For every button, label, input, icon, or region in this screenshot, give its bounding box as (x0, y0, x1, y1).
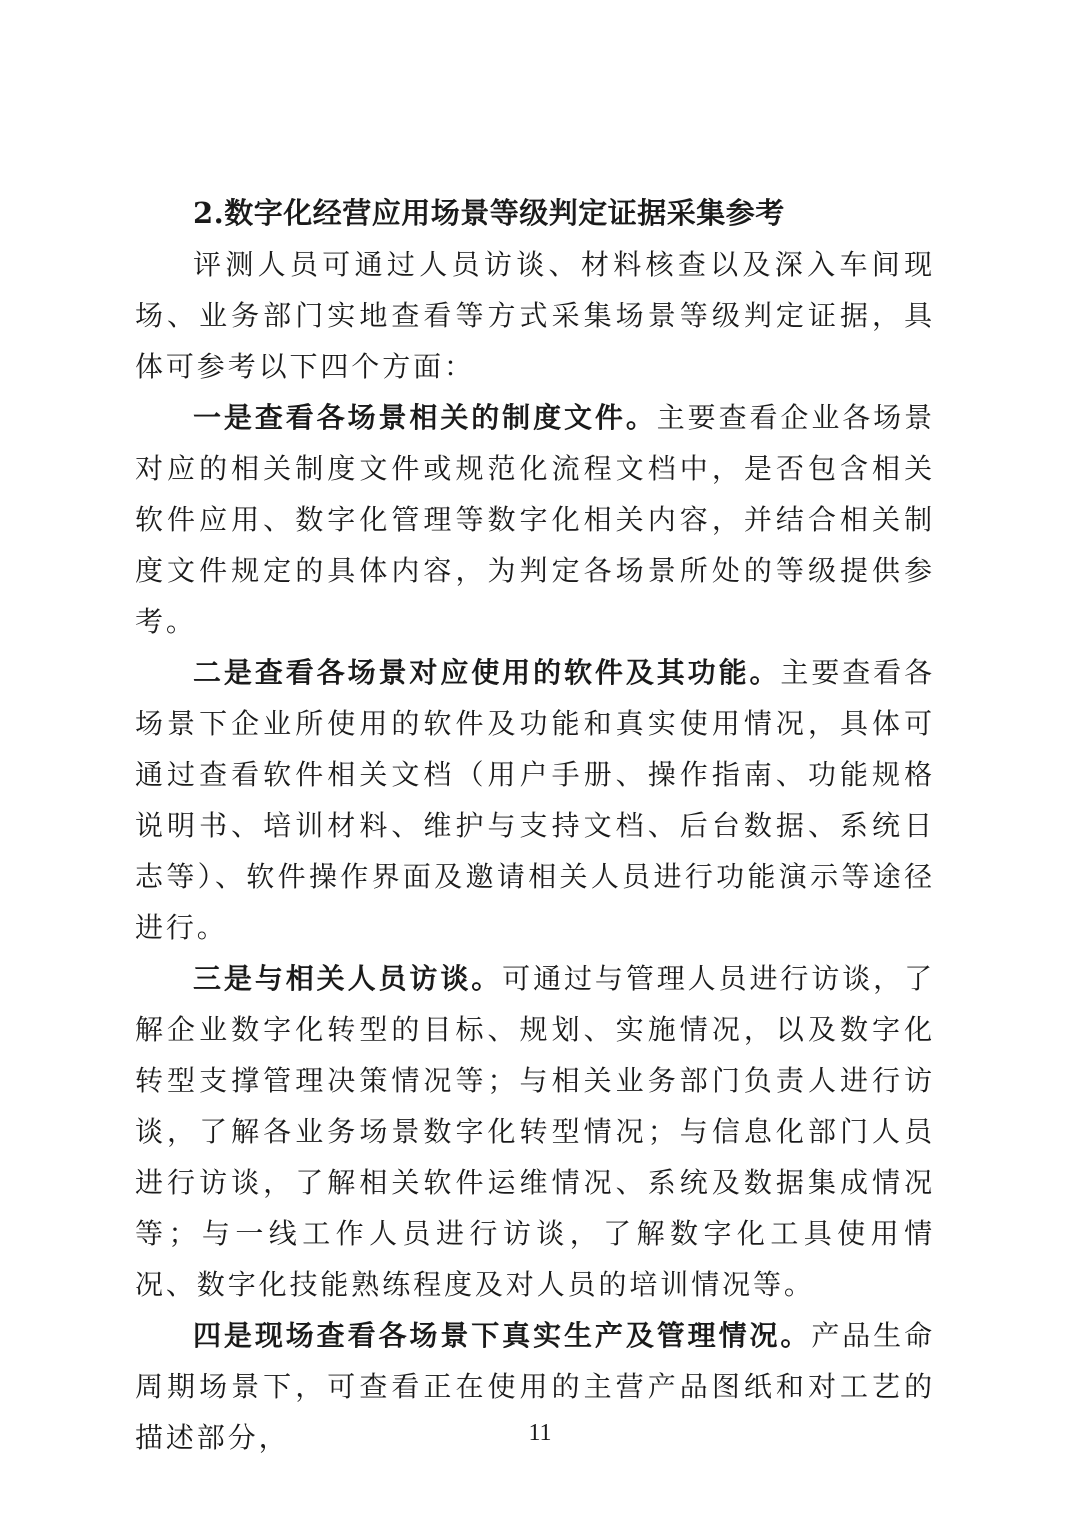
point-paragraph-1 (135, 392, 935, 647)
point-paragraph-3 (135, 953, 935, 1310)
point-body-1: 主要查看企业各场景对应的相关制度文件或规范化流程文档中，是否包含相关软件应用、数字化管理等数字化相关内容，并结合相关制度文件规定的具体内容，为判定各场景所处的等级提供参考。 (135, 401, 935, 638)
intro-paragraph: 评测人员可通过人员访谈、材料核查以及深入车间现场、业务部门实地查看等方式采集场景等级判定证据，具体可参考以下四个方面： (135, 248, 935, 383)
document-body (135, 188, 935, 1463)
point-body-4: 产品生命周期场景下，可查看正在使用的主营产品图纸和对工艺的描述部分， (135, 1319, 935, 1454)
point-lead-4: 四是现场查看各场景下真实生产及管理情况。 (193, 1319, 812, 1352)
point-body-2: 主要查看各场景下企业所使用的软件及功能和真实使用情况，具体可通过查看软件相关文档（用户手册、操作指南、功能规格说明书、培训材料、维护与支持文档、后台数据、系统日志等）、软件操作界面及邀请相关人员进行功能演示等途径进行。 (135, 656, 935, 944)
point-lead-2: 二是查看各场景对应使用的软件及其功能。 (193, 656, 781, 689)
point-lead-1: 一是查看各场景相关的制度文件。 (193, 401, 657, 434)
point-lead-3: 三是与相关人员访谈。 (193, 962, 503, 995)
point-body-3: 可通过与管理人员进行访谈，了解企业数字化转型的目标、规划、实施情况，以及数字化转型支撑管理决策情况等；与相关业务部门负责人进行访谈，了解各业务场景数字化转型情况；与信息化部门人员进行访谈，了解相关软件运维情况、系统及数据集成情况等；与一线工作人员进行访谈，了解数字化工具使用情况、数字化技能熟练程度及对人员的培训情况等。 (135, 962, 935, 1301)
section-heading: 2.数字化经营应用场景等级判定证据采集参考 (193, 196, 785, 230)
page-number: 11 (528, 1420, 552, 1446)
point-paragraph-2 (135, 647, 935, 953)
